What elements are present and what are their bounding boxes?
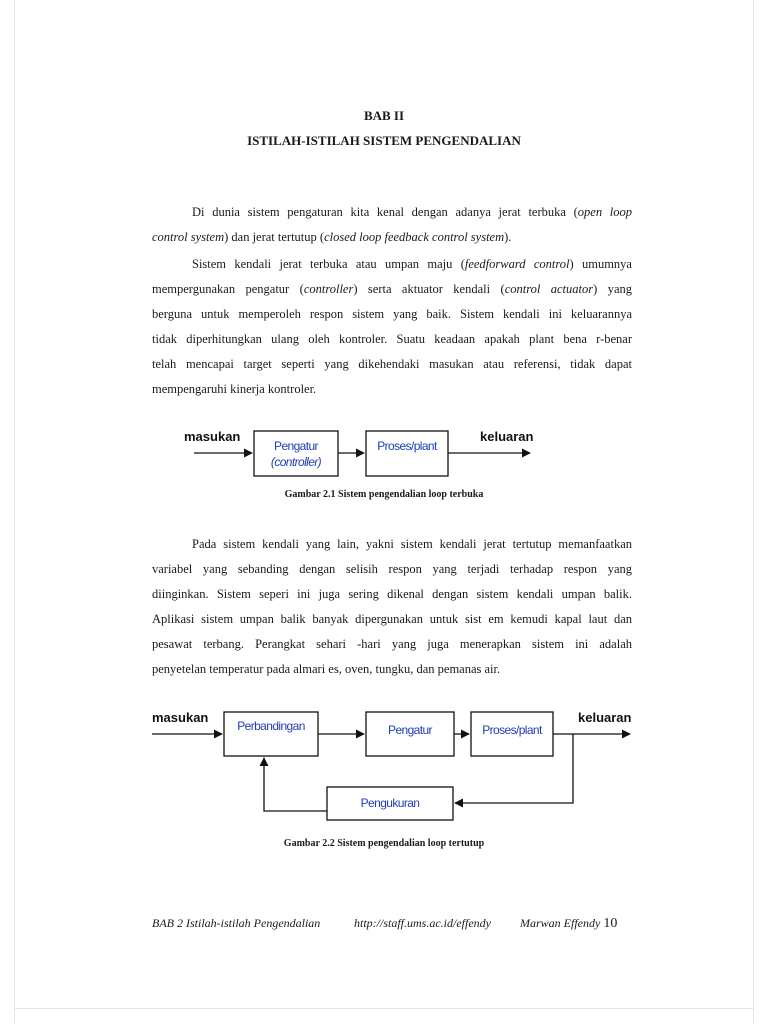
paragraph-2-line-3: berguna untuk memperoleh respon sistem yang baik. Sistem kendali ini keluarannya <box>152 307 632 321</box>
paragraph-2-line-2: mempergunakan pengatur (controller) serta aktuator kendali (control actuator) yang <box>152 282 632 296</box>
chapter-number: BAB II <box>363 108 405 123</box>
paragraph-3-line-5: pesawat terbang. Perangkat sehari -hari yang juga menerapkan sistem ini adalah <box>152 637 632 651</box>
paragraph-3-line-4: Aplikasi sistem umpan balik banyak dipergunakan untuk sist em kemudi kapal laut dan <box>152 612 632 626</box>
footer-author <box>520 916 617 932</box>
plant-block-2-label: Proses/plant <box>482 723 542 737</box>
footer-author-name: Marwan Effendy <box>520 916 601 930</box>
figure-1-caption: Gambar 2.1 Sistem pengendalian loop terbuka <box>284 489 484 500</box>
open-loop-diagram <box>0 420 768 482</box>
paragraph-2-line-4: tidak diperhitungkan ulang oleh kontroler. Suatu keadaan apakah plant bena r-benar <box>152 332 632 346</box>
open-loop-output-label: keluaran <box>480 429 534 444</box>
paragraph-2 <box>152 252 632 402</box>
paragraph-1 <box>152 200 632 250</box>
plant-block-label: Proses/plant <box>377 439 437 453</box>
chapter-title: ISTILAH-ISTILAH SISTEM PENGENDALIAN <box>247 133 521 148</box>
closed-loop-diagram <box>0 700 768 825</box>
page-edge-bottom <box>14 1008 754 1009</box>
open-loop-input-label: masukan <box>184 429 241 444</box>
page-edge-left <box>14 0 15 1024</box>
controller-block-sublabel: (controller) <box>270 455 322 469</box>
paragraph-1-line-2: control system) dan jerat tertutup (closed loop feedback control system). <box>152 230 512 244</box>
closed-loop-output-label: keluaran <box>578 710 632 725</box>
controller-block-2-label: Pengatur <box>388 723 432 737</box>
paragraph-2-line-1: Sistem kendali jerat terbuka atau umpan maju (feedforward control) umumnya <box>192 257 632 271</box>
paragraph-3-line-6: penyetelan temperatur pada almari es, oven, tungku, dan pemanas air. <box>152 662 501 676</box>
figure-open-loop <box>0 420 768 482</box>
footer-chapter: BAB 2 Istilah-istilah Pengendalian <box>152 916 321 930</box>
footer-page-number: 10 <box>603 916 618 931</box>
paragraph-3 <box>152 532 632 682</box>
feedback-path-out <box>264 758 327 811</box>
footer-url: http://staff.ums.ac.id/effendy <box>354 916 491 930</box>
page-footer <box>152 916 632 936</box>
paragraph-2-line-6: mempengaruhi kinerja kontroler. <box>152 382 317 396</box>
controller-block-label: Pengatur <box>274 439 318 453</box>
figure-2-caption: Gambar 2.2 Sistem pengendalian loop tertutup <box>283 838 485 849</box>
paragraph-2-line-5: telah mencapai target seperti yang dikehendaki masukan atau referensi, tidak dapat <box>152 357 632 371</box>
paragraph-3-line-1: Pada sistem kendali yang lain, yakni sistem kendali jerat tertutup memanfaatkan <box>192 537 632 551</box>
controller-block <box>254 431 338 476</box>
plant-block <box>366 431 448 476</box>
paragraph-1-line-1: Di dunia sistem pengaturan kita kenal dengan adanya jerat terbuka (open loop <box>192 205 632 219</box>
paragraph-3-line-3: diinginkan. Sistem seperi ini juga sering dikenal dengan sistem kendali umpan balik. <box>152 587 632 601</box>
comparator-block-label: Perbandingan <box>237 719 305 733</box>
figure-closed-loop <box>0 700 768 825</box>
page-edge-right <box>753 0 754 1024</box>
closed-loop-input-label: masukan <box>152 710 209 725</box>
paragraph-3-line-2: variabel yang sebanding dengan selisih respon yang terjadi terhadap respon yang <box>152 562 632 576</box>
measurement-block-label: Pengukuran <box>360 796 420 810</box>
